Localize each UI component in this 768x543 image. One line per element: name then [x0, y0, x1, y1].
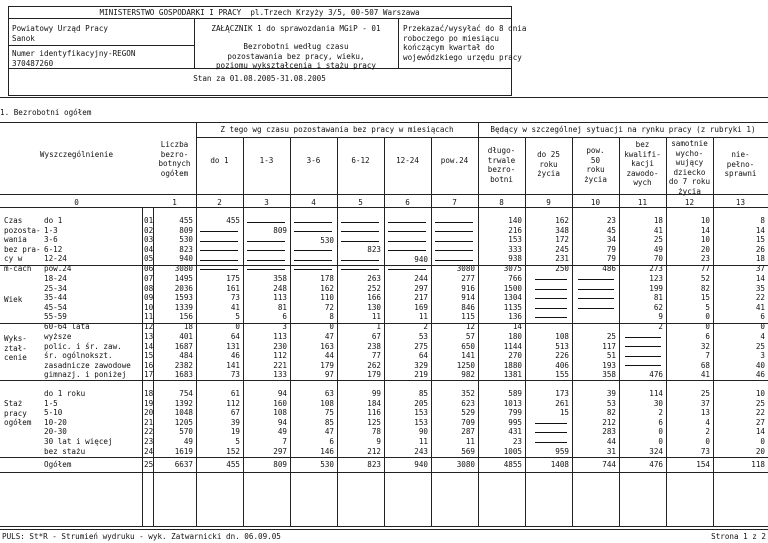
group-label-education: Wyks- ztał- cenie: [4, 334, 27, 363]
g1-col1: 1495 2036 1593 1339 156 18: [174, 274, 193, 331]
col-num-6: 6: [405, 198, 410, 207]
col-header-13: nie- pełno- sprawni: [724, 150, 757, 179]
g3-col11: 114 30 2 6 0 0 324: [649, 389, 663, 456]
g3-col8: 589 1013 799 995 431 23 1005: [503, 389, 522, 456]
col-num-8: 8: [499, 198, 504, 207]
g1-col5: 263 252 166 130 11 1: [367, 274, 381, 331]
col-num-11: 11: [637, 198, 648, 207]
footer-print-info: PULS: St*R - Strumień wydruku - wyk. Zatwarnicki dn. 06.09.05: [2, 532, 281, 541]
total-label: Ogółem: [44, 460, 72, 469]
g2-col7: 57 650 141 1250 982: [456, 332, 475, 380]
g0-col3: 809: [273, 226, 287, 235]
time-group-header: Z tego wg czasu pozostawania bez pracy w miesiącach: [220, 125, 454, 134]
g1-col3: 358 248 113 81 6 3: [273, 274, 287, 331]
regon-number: Numer identyfikacyjny-REGON 370487260: [12, 49, 136, 68]
total-col7: 3080: [456, 460, 475, 469]
row-codes-time: 01 02 03 04 05 06: [144, 216, 154, 273]
group-label-time: Czas pozosta- wania bez pra- cy w m-cach: [4, 216, 41, 273]
row-codes-seniority: 18 19 20 21 22 23 24: [144, 389, 154, 456]
col-header-8: długo- trwale bezro- botni: [487, 146, 516, 184]
page-rule: [0, 97, 768, 98]
g1-col13: 14 35 22 41 6 0: [755, 274, 765, 331]
total-col5: 823: [367, 460, 381, 469]
g3-col3: 94 160 108 94 49 7 297: [273, 389, 287, 456]
g3-col10: 39 53 82 212 283 44 31: [602, 389, 616, 456]
col-header-12: samotnie wycho- wujący dziecko do 7 roku życia: [668, 139, 711, 196]
col-header-3: 1-3: [259, 156, 274, 165]
office-name: Powiatowy Urząd Pracy Sanok: [12, 24, 109, 43]
total-col3: 809: [273, 460, 287, 469]
report-period: Stan za 01.08.2005-31.08.2005: [193, 74, 326, 83]
group-sub-seniority: do 1 roku 1-5 5-10 10-20 20-30 30 lat i więcej bez stażu: [44, 389, 113, 456]
col-num-9: 9: [546, 198, 551, 207]
g0-col6: 940: [414, 255, 428, 264]
total-col12: 154: [696, 460, 710, 469]
row-codes-age: 07 08 09 10 11 12: [144, 274, 154, 331]
g2-col5: 67 238 77 262 179: [367, 332, 381, 380]
col-num-0: 0: [74, 198, 79, 207]
col-header-0: Wyszczególnienie: [39, 150, 114, 159]
col-header-9: do 25 roku życia: [537, 150, 560, 179]
g3-col2: 61 112 67 39 19 5 152: [226, 389, 240, 456]
special-group-header: Będący w szczególnej sytuacji na rynku pracy (z rubryki 1): [490, 125, 756, 134]
total-col10: 744: [602, 460, 616, 469]
g3-col5: 99 184 116 125 78 9 212: [367, 389, 381, 456]
row-codes-education: 13 14 15 16 17: [144, 332, 154, 380]
g1-col8: 766 1500 1304 1135 136 14: [503, 274, 522, 331]
g3-col7: 352 623 529 709 287 11 569: [461, 389, 475, 456]
total-col4: 530: [320, 460, 334, 469]
g3-col4: 63 108 75 85 47 6 146: [320, 389, 334, 456]
col-header-5: 6-12: [351, 156, 370, 165]
g2-col10: 25 117 51 193 358: [602, 332, 616, 380]
group-sub-education: wyższe polic. i śr. zaw. śr. ogólnokszt. zasadnicze zawodowe gimnazj. i poniżej: [44, 332, 131, 380]
total-col2: 455: [226, 460, 240, 469]
g2-col9: 108 513 226 406 155: [555, 332, 569, 380]
g0-col12: 10 14 10 20 23 77: [700, 216, 710, 273]
col-header-7: pow.24: [440, 156, 469, 165]
col-num-3: 3: [264, 198, 269, 207]
g0-col10: 23 45 34 79 79 486: [602, 216, 616, 273]
g3-col12: 25 37 13 4 2 0 73: [700, 389, 710, 456]
col-header-6: 12-24: [396, 156, 419, 165]
g3-col1: 754 1392 1048 1205 570 49 1619: [174, 389, 193, 456]
g1-col7: 277 916 914 846 115 12: [461, 274, 475, 331]
total-col6: 940: [414, 460, 428, 469]
report-subtitle: Bezrobotni według czasu pozostawania bez pracy, wieku, poziomu wykształcenia i stażu pracy: [215, 42, 376, 71]
total-code: 25: [144, 460, 154, 469]
g3-col6: 85 205 153 153 90 11 243: [414, 389, 428, 456]
g1-col11: 123 199 81 62 9 2: [649, 274, 663, 331]
col-num-5: 5: [358, 198, 363, 207]
g2-col11: 476: [649, 370, 663, 379]
statistics-table: [0, 122, 768, 527]
col-header-11: bez kwalifi- kacji zawodo- wych: [624, 140, 661, 188]
g1-col2: 175 161 73 41 5 0: [226, 274, 240, 331]
g2-col4: 47 163 44 179 97: [320, 332, 334, 380]
g2-col8: 180 1144 270 1880 1381: [503, 332, 522, 380]
g3-col13: 10 25 22 27 14 0 20: [755, 389, 765, 456]
g0-col2: 455: [226, 216, 240, 225]
col-num-10: 10: [590, 198, 601, 207]
col-num-13: 13: [735, 198, 746, 207]
total-col13: 118: [751, 460, 765, 469]
ministry-line: MINISTERSTWO GOSPODARKI I PRACY pl.Trzech Krzyży 3/5, 00-507 Warszawa: [99, 8, 420, 17]
col-num-1: 1: [172, 198, 177, 207]
g0-col7: 3080: [456, 264, 475, 273]
col-header-2: do 1: [210, 156, 229, 165]
g2-col12: 6 32 7 68 41: [700, 332, 710, 380]
footer-rule: [0, 529, 768, 530]
g0-col13: 8 14 15 26 18 37: [755, 216, 765, 273]
g0-col5: 823: [367, 245, 381, 254]
g1-col6: 244 297 217 169 11 2: [414, 274, 428, 331]
header-divider: [398, 18, 399, 68]
header-divider: [8, 45, 194, 46]
g2-col13: 4 25 3 40 46: [755, 332, 765, 380]
g0-col11: 18 41 25 49 70 273: [649, 216, 663, 273]
col-header-4: 3-6: [306, 156, 321, 165]
page-number: Strona 1 z 2: [711, 532, 766, 541]
total-col9: 1408: [550, 460, 569, 469]
total-col11: 476: [649, 460, 663, 469]
col-header-10: pow. 50 roku życia: [584, 146, 607, 184]
header-divider: [8, 18, 511, 19]
g3-col9: 173 261 15 959: [555, 389, 569, 456]
total-col8: 4855: [503, 460, 522, 469]
g0-col4: 530: [320, 236, 334, 245]
col-num-12: 12: [684, 198, 695, 207]
g2-col2: 64 131 46 141 73: [226, 332, 240, 380]
group-label-age: Wiek: [4, 295, 23, 304]
group-sub-age: 18-24 25-34 35-44 45-54 55-59 60-64 lata: [44, 274, 90, 331]
group-sub-time: do 1 1-3 3-6 6-12 12-24 pow.24: [44, 216, 72, 273]
g2-col1: 401 1687 484 2382 1683: [174, 332, 193, 380]
g1-col12: 52 82 15 5 0 0: [700, 274, 710, 331]
col-header-1: Liczba bezro- botnych ogółem: [158, 140, 191, 178]
submission-note: Przekazać/wysyłać do 8 dnia roboczego po miesiącu kończącym kwartał do wojewódzkiego urzędu pracy: [403, 24, 527, 62]
g0-col1: 455 809 530 823 940 3080: [174, 216, 193, 273]
group-label-seniority: Staż pracy ogółem: [4, 399, 32, 428]
total-col1: 6637: [174, 460, 193, 469]
g1-col4: 178 162 110 72 8 0: [320, 274, 334, 331]
g0-col9: 162 348 172 245 231 250: [555, 216, 569, 273]
g0-col8: 140 216 153 333 938 3075: [503, 216, 522, 273]
col-num-7: 7: [452, 198, 457, 207]
g2-col6: 53 275 64 329 219: [414, 332, 428, 380]
col-num-2: 2: [217, 198, 222, 207]
col-num-4: 4: [311, 198, 316, 207]
annex-title: ZAŁĄCZNIK 1 do sprawozdania MGiP - 01: [211, 24, 381, 33]
section-title: 1. Bezrobotni ogółem: [0, 108, 92, 117]
g2-col3: 113 230 112 221 133: [273, 332, 287, 380]
